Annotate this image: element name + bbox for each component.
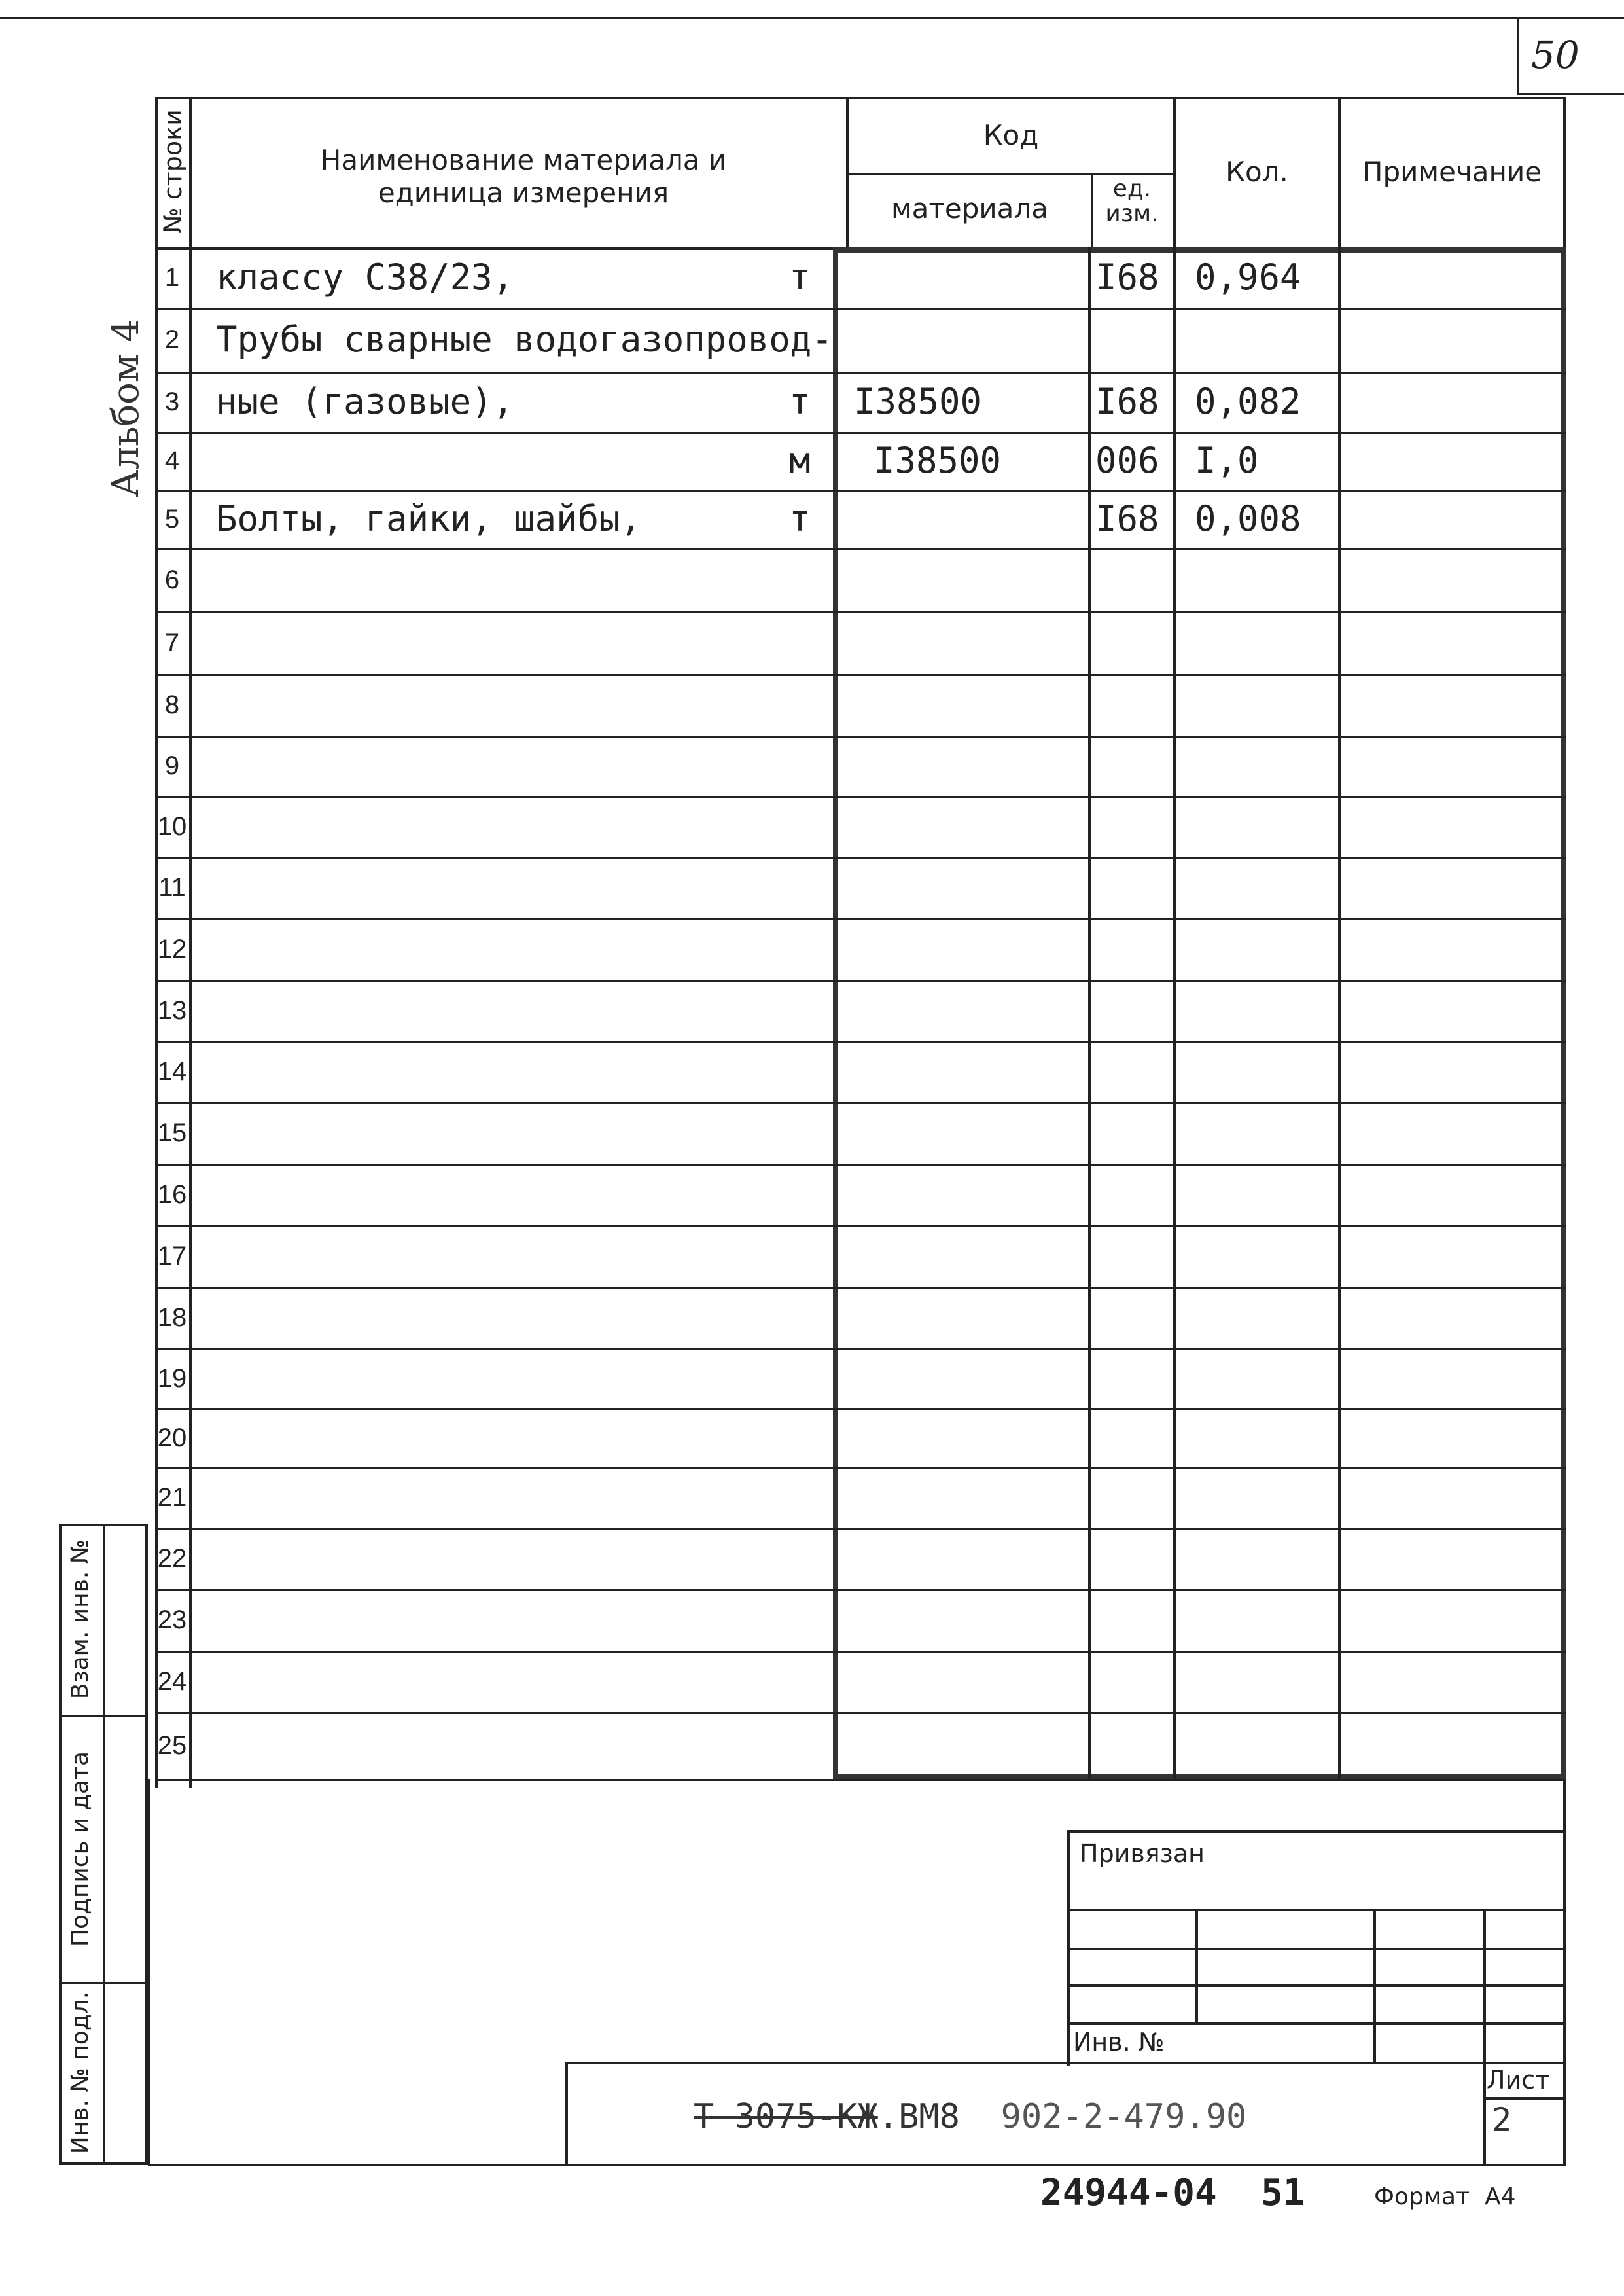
row-line [155,1164,1566,1166]
top-rule [0,17,1624,19]
row-line [155,432,1566,434]
privyazan-col-1 [1195,1909,1198,2022]
header-row-number: № строки [158,109,187,234]
row-line [155,674,1566,676]
inv-no-label: Инв. № [1073,2028,1165,2056]
page-number-divider [1517,17,1519,94]
row-number: 12 [157,935,187,963]
quantity: I,0 [1195,440,1259,481]
unit-letter: т [789,381,811,422]
privyazan-sep-4 [1067,2022,1566,2025]
page-number-underline [1517,93,1624,95]
quantity: 0,964 [1195,257,1301,298]
album-label: Альбом 4 [105,319,147,497]
row-number: 15 [157,1119,187,1147]
quantity: 0,008 [1195,498,1301,539]
unit-letter: т [789,257,811,298]
row-number: 24 [157,1667,187,1696]
material-name: ные (газовые), [216,381,514,422]
qty-column-line [1173,247,1176,1779]
side-stamp-vzam: Взам. инв. № [67,1539,94,1700]
row-number: 10 [157,812,187,841]
row-number: 5 [164,505,180,533]
bottom-frame-left [148,1779,150,2165]
row-line [155,1651,1566,1653]
header-code: Код [983,119,1039,151]
row-line [155,980,1566,982]
row-line [155,1348,1566,1350]
row-number: 3 [164,387,180,416]
row-number: 2 [164,325,180,354]
list-value: 2 [1492,2101,1512,2139]
doc-code-line [694,2097,1246,2136]
row-number: 6 [164,565,180,594]
unit-code: 006 [1095,440,1159,481]
privyazan-sep-1 [1067,1909,1566,1911]
row-line [155,611,1566,613]
row-line [155,1102,1566,1104]
row-number: 1 [164,263,180,292]
note-column-line [1338,247,1341,1779]
material-right-line [1091,173,1093,247]
row-line [155,1225,1566,1227]
row-number: 20 [157,1424,187,1452]
privyazan-label: Привязан [1080,1839,1205,1868]
unit-letter: м [789,440,811,481]
material-name: Трубы сварные водогазопровод- [216,319,833,360]
row-number: 18 [157,1303,187,1332]
row-line [155,1041,1566,1043]
old-code-struck: Т 3075-КЖ [694,2097,878,2136]
row-line [155,1287,1566,1289]
header-name: Наименование материала и единица измерения [320,144,727,209]
unit-column-line [1088,247,1091,1779]
list-column-line [1483,2062,1486,2165]
row-line [155,918,1566,920]
row-line [155,796,1566,798]
row-number: 23 [157,1605,187,1634]
row-number: 16 [157,1180,187,1209]
header-unit: ед. изм. [1105,175,1159,227]
quantity: 0,082 [1195,381,1301,422]
row-number: 13 [157,996,187,1025]
unit-code: I68 [1095,498,1159,539]
side-stamp-sep-2 [59,1982,148,1984]
row-number: 19 [157,1364,187,1393]
material-name: классу С38/23, [216,257,514,298]
row-number: 25 [157,1731,187,1760]
page-number: 50 [1531,33,1580,77]
row-number: 8 [164,691,180,719]
header-top-line [155,97,1566,99]
row-line [155,1528,1566,1530]
header-material: материала [891,192,1048,224]
handwritten-number: 24944-04 51 [1040,2172,1305,2214]
rownum-right-line [189,97,192,1788]
row-line [155,1779,1566,1781]
side-stamp-sep-1 [59,1715,148,1717]
privyazan-col-2 [1373,1909,1376,2062]
row-line [155,1712,1566,1714]
material-name: Болты, гайки, шайбы, [216,498,642,539]
header-note: Примечание [1362,156,1542,188]
row-number: 7 [164,628,180,657]
format-label: Формат А4 [1374,2183,1516,2210]
row-line [155,1467,1566,1469]
unit-letter: т [789,498,811,539]
material-code: I38500 [874,440,1002,481]
row-line [155,736,1566,738]
row-line [155,548,1566,550]
side-stamp-inv-podl: Инв. № подл. [67,1991,94,2155]
unit-code: I68 [1095,257,1159,298]
header-qty: Кол. [1226,156,1288,188]
row-line [155,1589,1566,1591]
row-number: 4 [164,446,180,475]
list-label-line [1483,2097,1566,2100]
row-number: 14 [157,1057,187,1086]
row-number: 21 [157,1483,187,1512]
privyazan-sep-2 [1067,1948,1566,1950]
side-stamp-podpis: Подпись и дата [67,1751,94,1947]
row-line [155,857,1566,859]
row-number: 22 [157,1544,187,1573]
privyazan-sep-3 [1067,1984,1566,1987]
row-number: 17 [157,1242,187,1270]
doc-code: 902-2-479.90 [1000,2097,1247,2136]
doc-suffix: .ВМ8 [877,2097,960,2136]
row-number: 11 [158,873,186,902]
unit-code: I68 [1095,381,1159,422]
privyazan-col-3 [1483,1909,1486,2062]
side-stamp-divider [103,1524,105,2165]
row-line [155,1408,1566,1410]
list-label: Лист [1487,2066,1550,2094]
row-number: 9 [164,751,180,780]
material-code: I38500 [854,381,982,422]
